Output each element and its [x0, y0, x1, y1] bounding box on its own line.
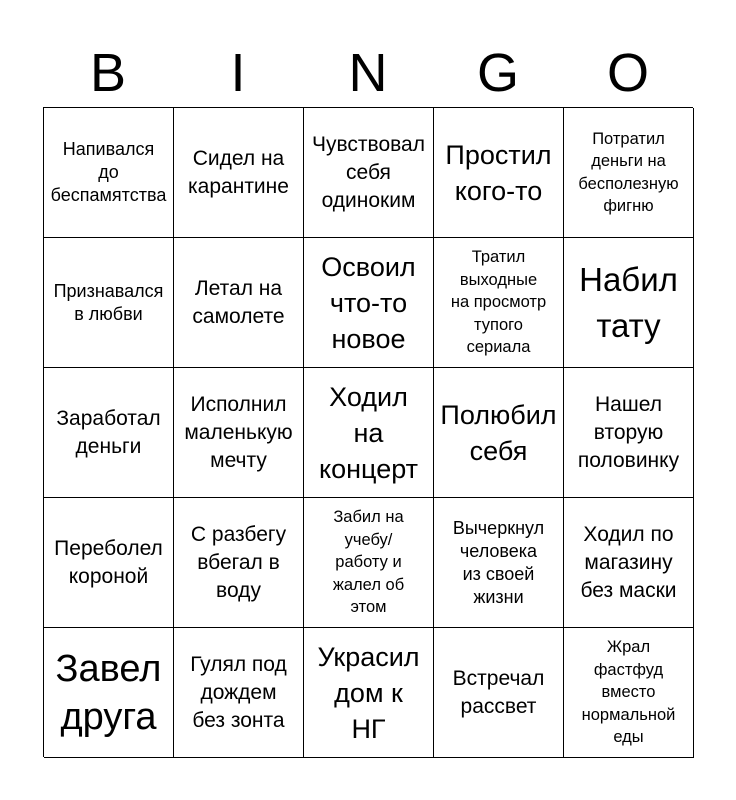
bingo-cell-text: Потратил деньги на бесполезную фигню	[578, 129, 679, 215]
header-letter-b: B	[89, 43, 127, 103]
bingo-board	[43, 107, 693, 757]
bingo-cell-text: Ходил по магазину без маски	[580, 522, 677, 602]
bingo-cell-r5c5[interactable]	[564, 628, 694, 758]
bingo-cell-r4c3[interactable]	[304, 498, 434, 628]
header-letter-n: N	[348, 43, 388, 103]
bingo-cell-r3c1[interactable]	[44, 368, 174, 498]
header-letter-o: O	[606, 43, 649, 103]
bingo-cell-r5c1[interactable]	[44, 628, 174, 758]
bingo-cell-text: С разбегу вбегал в воду	[190, 522, 287, 602]
bingo-cell-text: Чувствовал себя одиноким	[312, 132, 425, 212]
bingo-cell-r2c2[interactable]	[174, 238, 304, 368]
bingo-cell-text: Набил тату	[579, 260, 678, 344]
bingo-cell-r5c3[interactable]	[304, 628, 434, 758]
bingo-cell-text: Украсил дом к НГ	[317, 641, 420, 744]
bingo-cell-r4c5[interactable]	[564, 498, 694, 628]
bingo-cell-r3c2[interactable]	[174, 368, 304, 498]
bingo-cell-text: Забил на учебу/ работу и жалел об этом	[332, 508, 405, 617]
bingo-cell-text: Сидел на карантине	[188, 146, 289, 198]
bingo-cell-r4c1[interactable]	[44, 498, 174, 628]
bingo-cell-r3c3[interactable]	[304, 368, 434, 498]
bingo-cell-r1c3[interactable]	[304, 108, 434, 238]
bingo-cell-text: Напивался до беспамятства	[50, 139, 167, 205]
bingo-cell-text: Простил кого-то	[445, 139, 552, 206]
bingo-cell-text: Освоил что-то новое	[321, 251, 416, 354]
bingo-cell-text: Заработал деньги	[56, 406, 161, 458]
bingo-cell-text: Завел друга	[55, 647, 162, 738]
bingo-cell-r2c5[interactable]	[564, 238, 694, 368]
bingo-cell-text: Нашел вторую половинку	[577, 392, 680, 472]
bingo-cell-text: Встречал рассвет	[452, 666, 545, 718]
bingo-cell-text: Жрал фастфуд вместо нормальной еды	[581, 638, 676, 747]
bingo-cell-r1c1[interactable]	[44, 108, 174, 238]
bingo-cell-r5c2[interactable]	[174, 628, 304, 758]
header-letter-g: G	[476, 43, 519, 103]
bingo-cell-text: Полюбил себя	[440, 399, 557, 466]
bingo-cell-r1c5[interactable]	[564, 108, 694, 238]
bingo-cell-text: Гулял под дождем без зонта	[190, 652, 287, 732]
header-letter-i: I	[230, 43, 246, 103]
bingo-cell-text: Признавался в любви	[53, 280, 164, 324]
bingo-cell-r2c3[interactable]	[304, 238, 434, 368]
bingo-cell-text: Тратил выходные на просмотр тупого сериала	[450, 248, 547, 357]
bingo-cell-r1c4[interactable]	[434, 108, 564, 238]
bingo-cell-r4c4[interactable]	[434, 498, 564, 628]
bingo-cell-r2c1[interactable]	[44, 238, 174, 368]
bingo-cell-text: Переболел короной	[54, 536, 163, 588]
bingo-cell-r1c2[interactable]	[174, 108, 304, 238]
bingo-cell-r3c5[interactable]	[564, 368, 694, 498]
bingo-cell-r3c4[interactable]	[434, 368, 564, 498]
bingo-cell-text: Летал на самолете	[192, 276, 285, 328]
bingo-cell-text: Ходил на концерт	[318, 381, 418, 484]
bingo-cell-text: Вычеркнул человека из своей жизни	[452, 517, 545, 607]
bingo-cell-r2c4[interactable]	[434, 238, 564, 368]
bingo-header	[43, 38, 693, 108]
bingo-cell-text: Исполнил маленькую мечту	[184, 392, 293, 472]
bingo-cell-r5c4[interactable]	[434, 628, 564, 758]
bingo-cell-r4c2[interactable]	[174, 498, 304, 628]
